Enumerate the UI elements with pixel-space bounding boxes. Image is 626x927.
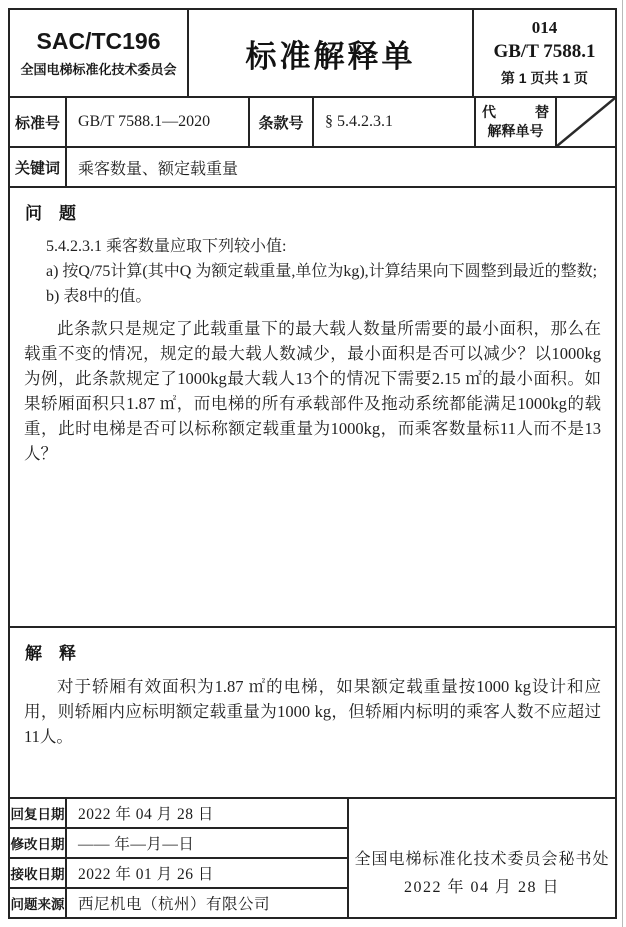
committee-code: SAC/TC196 xyxy=(36,28,161,54)
question-source-value: 西尼机电（杭州）有限公司 xyxy=(78,896,271,913)
diagonal-slash-line xyxy=(557,98,615,146)
keywords-value: 乘客数量、额定载重量 xyxy=(78,160,239,178)
page-info: 第 1 页共 1 页 xyxy=(500,70,589,86)
received-date-value: 2022 年 01 月 26 日 xyxy=(78,866,214,883)
clause-no-value: § 5.4.2.3.1 xyxy=(314,98,476,146)
secretariat-date: 2022 年 04 月 28 日 xyxy=(403,879,560,896)
supersede-label-line1: 代 替 xyxy=(482,104,549,120)
footer-row-revision-date xyxy=(10,829,347,859)
secretariat-name: 全国电梯标准化技术委员会秘书处 xyxy=(354,851,610,868)
reply-date-value: 2022 年 04 月 28 日 xyxy=(78,806,214,823)
interpretation-body: 对于轿厢有效面积为1.87 ㎡的电梯，如果额定载重量按1000 kg设计和应用，则轿厢内应标明额定载重量为1000 kg，但轿厢内标明的乘客人数不应超过11人。 xyxy=(24,677,601,746)
meta-row-keywords xyxy=(10,148,615,188)
question-section-heading: 问 题 xyxy=(25,204,76,223)
footer-row xyxy=(10,799,615,917)
supersede-label xyxy=(476,98,557,146)
committee-name: 全国电梯标准化技术委员会 xyxy=(20,62,177,77)
footer-row-received-date xyxy=(10,859,347,889)
supersede-empty-cell xyxy=(557,98,615,146)
interpretation-section xyxy=(10,628,615,799)
secretariat-cell xyxy=(349,799,615,917)
header-row xyxy=(10,10,615,98)
received-date-label: 接收日期 xyxy=(10,859,67,887)
question-section xyxy=(10,188,615,628)
revision-date-value: —— 年—月—日 xyxy=(78,836,195,853)
footer-dates-table xyxy=(10,799,349,917)
keywords-label: 关键词 xyxy=(10,148,67,186)
footer-row-reply-date xyxy=(10,799,347,829)
meta-row-standard xyxy=(10,98,615,148)
question-source-label: 问题来源 xyxy=(10,889,67,917)
standard-no-value: GB/T 7588.1—2020 xyxy=(67,98,250,146)
interpretation-sheet-table xyxy=(8,8,617,919)
supersede-label-line2: 解释单号 xyxy=(487,123,544,139)
revision-date-label: 修改日期 xyxy=(10,829,67,857)
standard-no-label: 标准号 xyxy=(10,98,67,146)
sheet-title: 标准解释单 xyxy=(189,10,474,96)
question-clause-intro: 5.4.2.3.1 乘客数量应取下列较小值: xyxy=(46,238,287,255)
footer-row-question-source xyxy=(10,889,347,917)
committee-cell xyxy=(10,10,189,96)
question-item-b: b) 表8中的值。 xyxy=(46,288,152,305)
question-item-a: a) 按Q/75计算(其中Q 为额定载重量,单位为kg),计算结果向下圆整到最近的整数; xyxy=(46,263,598,280)
scan-page-edge xyxy=(622,0,623,927)
clause-no-label: 条款号 xyxy=(250,98,314,146)
doc-number: 014 xyxy=(531,18,558,37)
interpretation-section-heading: 解 释 xyxy=(25,644,76,663)
reply-date-label: 回复日期 xyxy=(10,799,67,827)
doc-info-cell xyxy=(474,10,615,96)
question-body: 此条款只是规定了此载重量下的最大载人数量所需要的最小面积，那么在载重不变的情况，规定的最大载人数减少，最小面积是否可以减少？以1000kg为例，此条款规定了1000kg最大载人13个的情况下需要2.15 ㎡的最小面积。如果轿厢面积只1.87 ㎡，而电梯的所有承载部件及拖动系统都能满足1000kg的载重，此时电梯是否可以标称额定载重量为1000kg，而乘客数量标11人而不是13人？ xyxy=(24,319,601,463)
standard-ref: GB/T 7588.1 xyxy=(493,41,596,62)
